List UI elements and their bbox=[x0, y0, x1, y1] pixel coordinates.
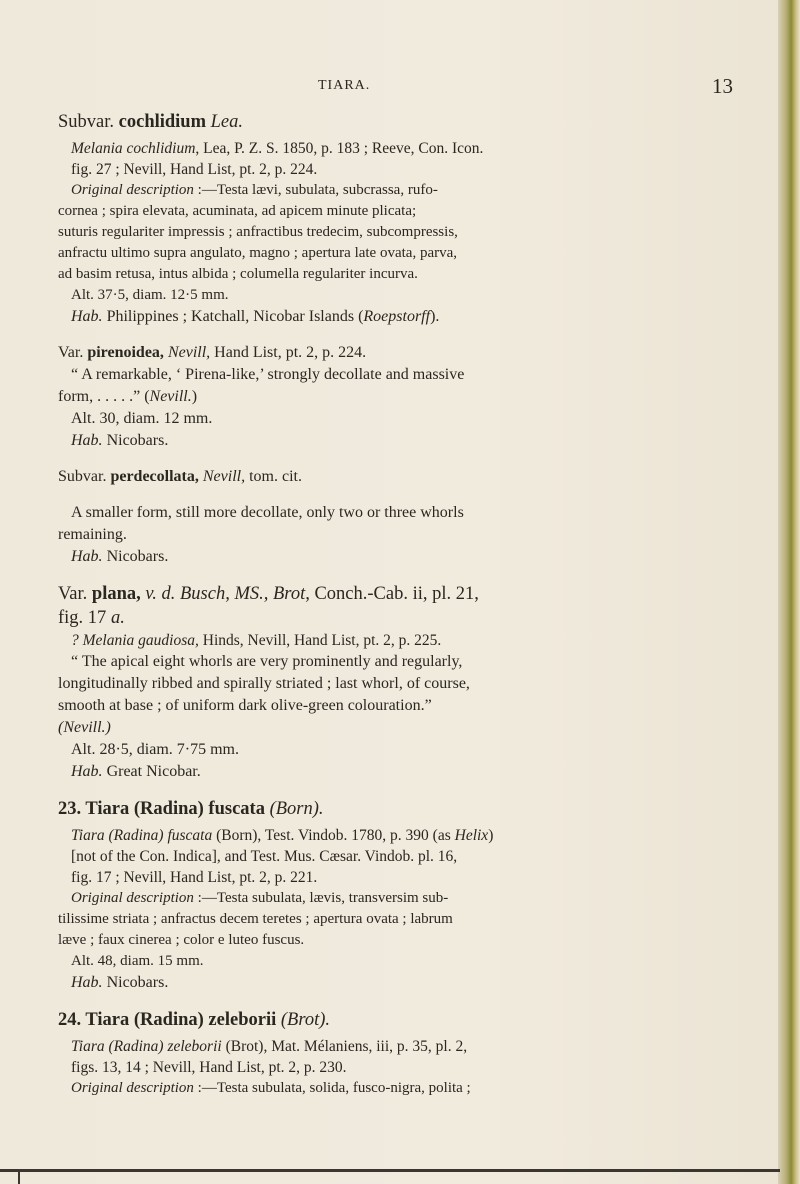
taxon-author: Lea. bbox=[210, 112, 244, 132]
description-line: ad basim retusa, intus albida ; columella regulariter incurva. bbox=[58, 266, 418, 282]
quote-line: (Nevill.) bbox=[58, 719, 111, 736]
quote-line: “ A remarkable, ‘ Pirena-like,’ strongly decollate and massive bbox=[71, 366, 465, 383]
habitat: Hab. Great Nicobar. bbox=[71, 763, 201, 780]
taxon-author: Nevill, bbox=[167, 344, 211, 361]
reference-line: figs. 13, 14 ; Nevill, Hand List, pt. 2, p. 230. bbox=[71, 1059, 347, 1076]
taxon-author: (Brot). bbox=[280, 1010, 331, 1030]
reference-line: Tiara (Radina) zeleborii (Brot), Mat. Mélaniens, iii, p. 35, pl. 2, bbox=[71, 1038, 468, 1055]
quote-line: smooth at base ; of uniform dark olive-green colouration.” bbox=[58, 697, 432, 714]
reference-line: [not of the Con. Indica], and Test. Mus. Cæsar. Vindob. pl. 16, bbox=[71, 848, 458, 865]
description-line: cornea ; spira elevata, acuminata, ad apicem minute plicata; bbox=[58, 203, 417, 219]
entry-heading: Subvar. cochlidium Lea. bbox=[58, 112, 244, 132]
dimensions: Alt. 37·5, diam. 12·5 mm. bbox=[71, 287, 229, 303]
taxon-author: (Born). bbox=[269, 799, 324, 819]
reference-line: fig. 27 ; Nevill, Hand List, pt. 2, p. 224. bbox=[71, 161, 318, 178]
species-heading: 23. Tiara (Radina) fuscata bbox=[58, 799, 265, 819]
entry-pirenoidea bbox=[58, 342, 780, 452]
dimensions: Alt. 30, diam. 12 mm. bbox=[71, 410, 213, 427]
description-line: anfractu ultimo supra angulato, magno ; apertura late ovata, parva, bbox=[58, 245, 458, 261]
dimensions: Alt. 28·5, diam. 7·75 mm. bbox=[71, 741, 239, 758]
reference-line: fig. 17 ; Nevill, Hand List, pt. 2, p. 221. bbox=[71, 869, 318, 886]
entry-fuscata bbox=[58, 797, 780, 994]
taxon-name: perdecollata, bbox=[110, 468, 199, 485]
reference-line: Tiara (Radina) fuscata (Born), Test. Vindob. 1780, p. 390 (as Helix) bbox=[71, 827, 494, 844]
entry-heading: fig. 17 a. bbox=[58, 608, 125, 628]
entry-heading: Var. pirenoidea, Nevill, Hand List, pt. 2, p. 224. bbox=[58, 344, 367, 361]
body-line: remaining. bbox=[58, 526, 127, 543]
taxon-name: plana, bbox=[91, 584, 141, 604]
taxon-name: cochlidium bbox=[118, 112, 207, 132]
dimensions: Alt. 48, diam. 15 mm. bbox=[71, 953, 204, 969]
description-line: Original description :—Testa subulata, solida, fusco-nigra, polita ; bbox=[71, 1080, 471, 1096]
reference-line: ? Melania gaudiosa, Hinds, Nevill, Hand List, pt. 2, p. 225. bbox=[71, 632, 442, 649]
habitat: Hab. Nicobars. bbox=[71, 548, 169, 565]
bottom-corner-mark bbox=[18, 1169, 20, 1184]
entry-heading bbox=[58, 1008, 780, 1032]
page-number: 13 bbox=[712, 74, 733, 98]
entry-heading: Subvar. perdecollata, Nevill, tom. cit. bbox=[58, 468, 302, 485]
entry-plana bbox=[58, 582, 780, 783]
entry-heading bbox=[58, 797, 780, 821]
entry-zeleborii bbox=[58, 1008, 780, 1099]
habitat: Hab. Philippines ; Katchall, Nicobar Islands (Roepstorff). bbox=[71, 308, 440, 325]
description-line: Original description :—Testa lævi, subulata, subcrassa, rufo- bbox=[71, 182, 438, 198]
bottom-border-line bbox=[0, 1169, 780, 1172]
taxon-author: Nevill, bbox=[202, 468, 246, 485]
entry-perdecollata bbox=[58, 466, 780, 568]
page-header bbox=[0, 74, 780, 102]
entry-cochlidium bbox=[58, 110, 780, 328]
description-line: læve ; faux cinerea ; color e luteo fuscus. bbox=[58, 932, 305, 948]
description-line: suturis regulariter impressis ; anfractibus tredecim, subcompressis, bbox=[58, 224, 458, 240]
running-head: TIARA. bbox=[318, 78, 371, 93]
habitat: Hab. Nicobars. bbox=[71, 974, 169, 991]
quote-line: longitudinally ribbed and spirally striated ; last whorl, of course, bbox=[58, 675, 470, 692]
quote-line: form, . . . . .” (Nevill.) bbox=[58, 388, 198, 405]
taxon-name: pirenoidea, bbox=[87, 344, 164, 361]
habitat: Hab. Nicobars. bbox=[71, 432, 169, 449]
description-line: tilissime striata ; anfractus decem teretes ; apertura ovata ; labrum bbox=[58, 911, 453, 927]
page-binding-edge bbox=[778, 0, 800, 1184]
body-line: A smaller form, still more decollate, only two or three whorls bbox=[71, 504, 464, 521]
quote-line: “ The apical eight whorls are very prominently and regularly, bbox=[71, 653, 463, 670]
reference-line: Melania cochlidium, Lea, P. Z. S. 1850, p. 183 ; Reeve, Con. Icon. bbox=[71, 140, 484, 157]
species-heading: 24. Tiara (Radina) zeleborii bbox=[58, 1010, 277, 1030]
description-line: Original description :—Testa subulata, lævis, transversim sub- bbox=[71, 890, 449, 906]
page-body bbox=[58, 110, 780, 1099]
entry-heading: Var. plana, v. d. Busch, MS., Brot, Conch.-Cab. ii, pl. 21, bbox=[58, 584, 479, 604]
